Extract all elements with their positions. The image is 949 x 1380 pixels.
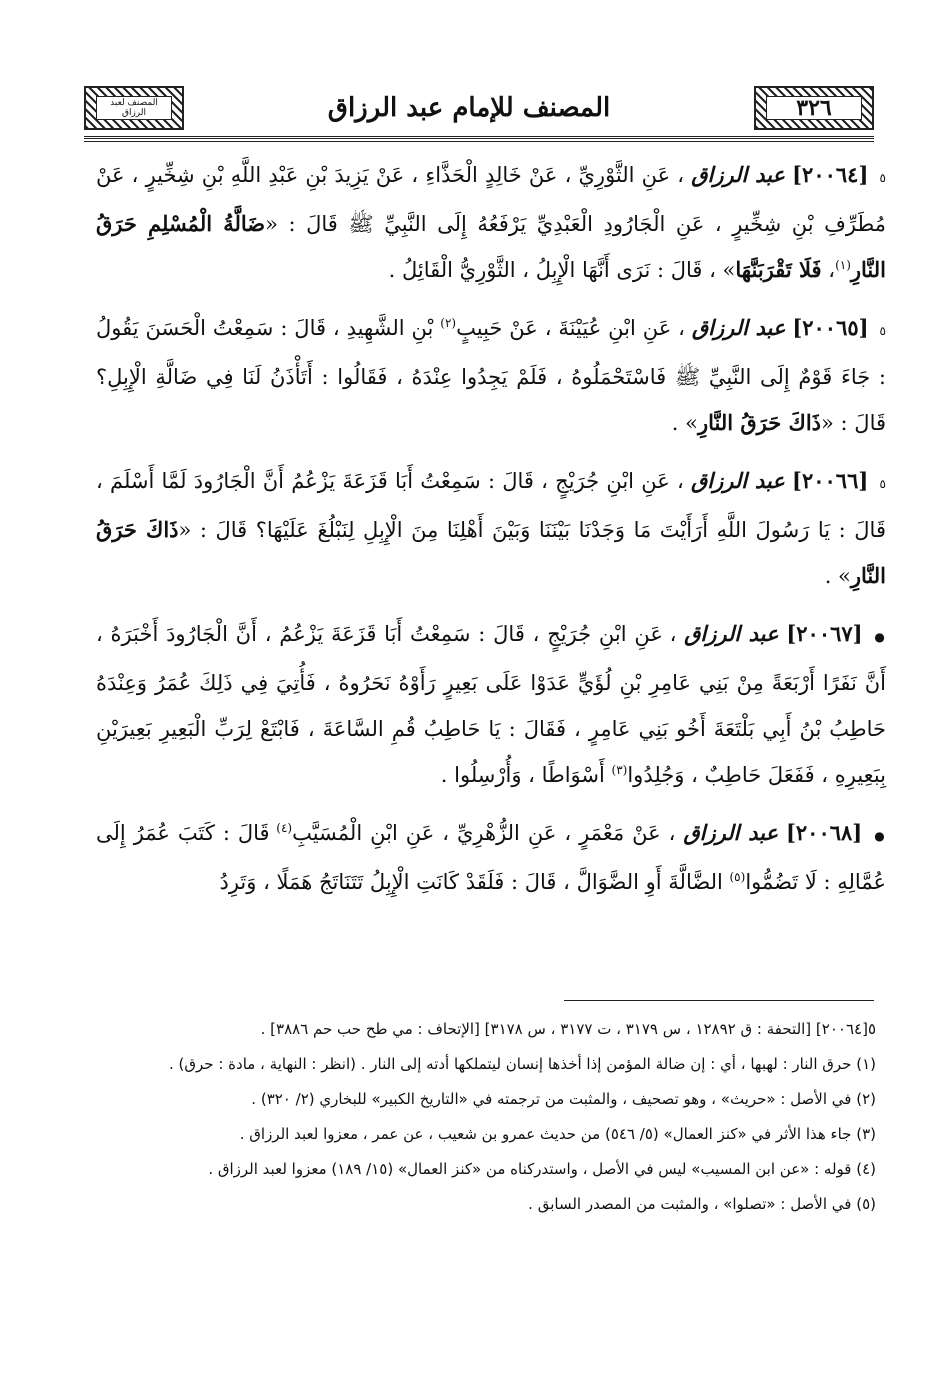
- entry-author: عبد الرزاق: [690, 468, 785, 493]
- entry-text-2: بْنِ الشَّهِيدِ ، قَالَ : سَمِعْتُ الْحَسَنَ يَقُولُ : جَاءَ قَوْمٌ إِلَى النَّبِيِّ ﷺ فَاسْتَحْمَلُوهُ ، فَلَمْ يَجِدُوا عِنْدَهُ ، فَقَالُوا : أَتَأْذَنُ لَنَا فِي ضَالَّةِ الْإِبِلِ؟ قَالَ : «: [96, 316, 886, 435]
- entry-author: عبد الرزاق: [691, 162, 785, 187]
- entry-number: [٢٠٠٦٧]: [786, 621, 863, 646]
- entry-text: ، عَنِ ابْنِ جُرَيْجٍ ، قَالَ : سَمِعْتُ أَبَا قَزَعَةَ يَزْعُمُ أَنَّ الْجَارُودَ لَمَّا أَسْلَمَ ، قَالَ : يَا رَسُولَ اللَّهِ أَرَأَيْتَ مَا وَجَدْنَا بَيْنَنَا وَبَيْنَ أَهْلِنَا مِنَ الْإِبِلِ لِنَبْلُغَ عَلَيْهَا؟ قَالَ : «: [96, 469, 886, 542]
- footnote-1: (١) حرق النار : لهبها ، أي : إن ضالة المؤمن إذا أخذها إنسان ليتملكها أدته إلى النار . (انظر : النهاية ، مادة : حرق) .: [168, 1055, 876, 1073]
- hadith-entry: [96, 458, 886, 599]
- entry-text-3: » .: [671, 411, 698, 435]
- page-number: ٣٢٦: [796, 95, 832, 121]
- entry-number: [٢٠٠٦٨]: [785, 820, 863, 845]
- entry-bold-2: فَلَا تَقْرَبَنَّهَا: [735, 257, 822, 282]
- entry-mark: ٥: [879, 324, 886, 338]
- footnote-4: (٤) قوله : «عن ابن المسيب» ليس في الأصل ، واستدركناه من «كنز العمال» (١٥/ ١٨٩) معزوا لعبد الرزاق .: [208, 1160, 876, 1178]
- entry-text-2: قَالَ : كَتَبَ عُمَرُ إِلَى عُمَّالِهِ : لَا تَضُمُّوا: [96, 821, 886, 894]
- entry-mark: ٥: [879, 477, 886, 491]
- entry-author: عبد الرزاق: [683, 820, 778, 845]
- entry-text: ، عَنِ ابْنِ عُيَيْنَةَ ، عَنْ حَبِيبٍ: [456, 316, 685, 340]
- entry-text-3: » .: [824, 564, 851, 588]
- footnote-ref: (٣): [611, 763, 628, 777]
- entry-text-2: ،: [821, 258, 836, 282]
- footnote-source: ٥[٢٠٠٦٤] [التحفة : ق ١٢٨٩٢ ، س ٣١٧٩ ، ت ٣١٧٧ ، س ٣١٧٨] [الإتحاف : مي طح حب حم ٣٨٨٦] .: [260, 1020, 876, 1038]
- footnote-5: (٥) في الأصل : «تصلوا» ، والمثبت من المصدر السابق .: [528, 1195, 876, 1213]
- footnotes: [96, 1014, 876, 1224]
- entry-text-3: » ، قَالَ : نَرَى أَنَّهَا الْإِبِلُ ، الثَّوْرِيُّ الْقَائِلُ .: [388, 258, 736, 282]
- footnote-ref: (٢): [440, 316, 457, 330]
- entry-author: عبد الرزاق: [684, 621, 779, 646]
- footnote-3: (٣) جاء هذا الأثر في «كنز العمال» (٥/ ٥٤٦) من حديث عمرو بن شعيب ، عن عمر ، معزوا لعبد الرزاق .: [239, 1125, 876, 1143]
- footnote-ref-2: (٥): [729, 870, 746, 884]
- entry-mark: ●: [874, 630, 886, 644]
- footnote-ref: (١): [835, 258, 851, 272]
- hadith-entry: [96, 611, 886, 798]
- seal-text: المصنف لعبد الرزاق: [110, 98, 158, 118]
- entry-text-2: أَسْوَاطًا ، وَأُرْسِلُوا .: [440, 763, 612, 787]
- entry-number: [٢٠٠٦٥]: [792, 315, 869, 340]
- entry-text: ، عَنِ ابْنِ جُرَيْجٍ ، قَالَ : سَمِعْتُ أَبَا قَزَعَةَ يَزْعُمُ ، أَنَّ الْجَارُودَ أَخْبَرَهُ ، أَنَّ نَفَرًا أَرْبَعَةً مِنْ بَنِي عَامِرِ بْنِ لُؤَيٍّ عَدَوْا عَلَى بَعِيرٍ رَأَوْهُ نَحَرُوهُ ، فَأُتِيَ فِي ذَلِكَ عُمَرُ وَعِنْدَهُ حَاطِبُ بْنُ أَبِي بَلْتَعَةَ أَخُو بَنِي عَامِرٍ ، فَقَالَ : يَا حَاطِبُ قُمِ السَّاعَةَ ، فَابْتَعْ لِرَبِّ الْبَعِيرِ بَعِيرَيْنِ بِبَعِيرِهِ ، فَفَعَلَ حَاطِبٌ ، وَجُلِدُوا: [96, 622, 886, 787]
- main-text: [96, 152, 886, 917]
- footnote-2: (٢) في الأصل : «حريث» ، وهو تصحيف ، والمثبت من ترجمته في «التاريخ الكبير» للبخاري (٢/ ٣٢٠) .: [251, 1090, 876, 1108]
- header-rule: [84, 136, 874, 139]
- hadith-entry: [96, 810, 886, 905]
- entry-mark: ٥: [879, 171, 886, 185]
- running-title: المصنف للإمام عبد الرزاق: [327, 93, 611, 123]
- entry-number: [٢٠٠٦٦]: [792, 468, 869, 493]
- left-ornament: [84, 86, 184, 130]
- page-header: [84, 86, 874, 130]
- entry-number: [٢٠٠٦٤]: [792, 162, 869, 187]
- entry-author: عبد الرزاق: [691, 315, 786, 340]
- entry-bold: ضَالَّةُ الْمُسْلِمِ حَرَقُ النَّارِ: [96, 211, 886, 282]
- entry-text-3: الضَّالَّةَ أَوِ الضَّوَالَّ ، قَالَ : فَلَقَدْ كَانَتِ الْإِبِلُ تَتَنَاتَجُ هَمَلًا ، وَتَرِدُ: [219, 870, 730, 894]
- entry-text: ، عَنْ مَعْمَرٍ ، عَنِ الزُّهْرِيِّ ، عَنِ ابْنِ الْمُسَيَّبِ: [292, 821, 676, 845]
- entry-mark: ●: [874, 829, 886, 843]
- header-rule-thin: [84, 141, 874, 142]
- entry-text: ، عَنِ الثَّوْرِيِّ ، عَنْ خَالِدٍ الْحَذَّاءِ ، عَنْ يَزِيدَ بْنِ عَبْدِ اللَّهِ بْنِ شِخِّيرٍ ، عَنْ مُطَرِّفِ بْنِ شِخِّيرٍ ، عَنِ الْجَارُودِ الْعَبْدِيِّ يَرْفَعُهُ إِلَى النَّبِيِّ ﷺ قَالَ : «: [96, 163, 886, 236]
- hadith-entry: [96, 152, 886, 293]
- hadith-entry: [96, 305, 886, 446]
- footnote-ref: (٤): [276, 821, 293, 835]
- entry-bold: ذَاكَ حَرَقُ النَّارِ: [697, 410, 822, 435]
- footnote-rule: [564, 1000, 874, 1001]
- entry-bold: ذَاكَ حَرَقُ النَّارِ: [96, 517, 886, 588]
- right-ornament: [754, 86, 874, 130]
